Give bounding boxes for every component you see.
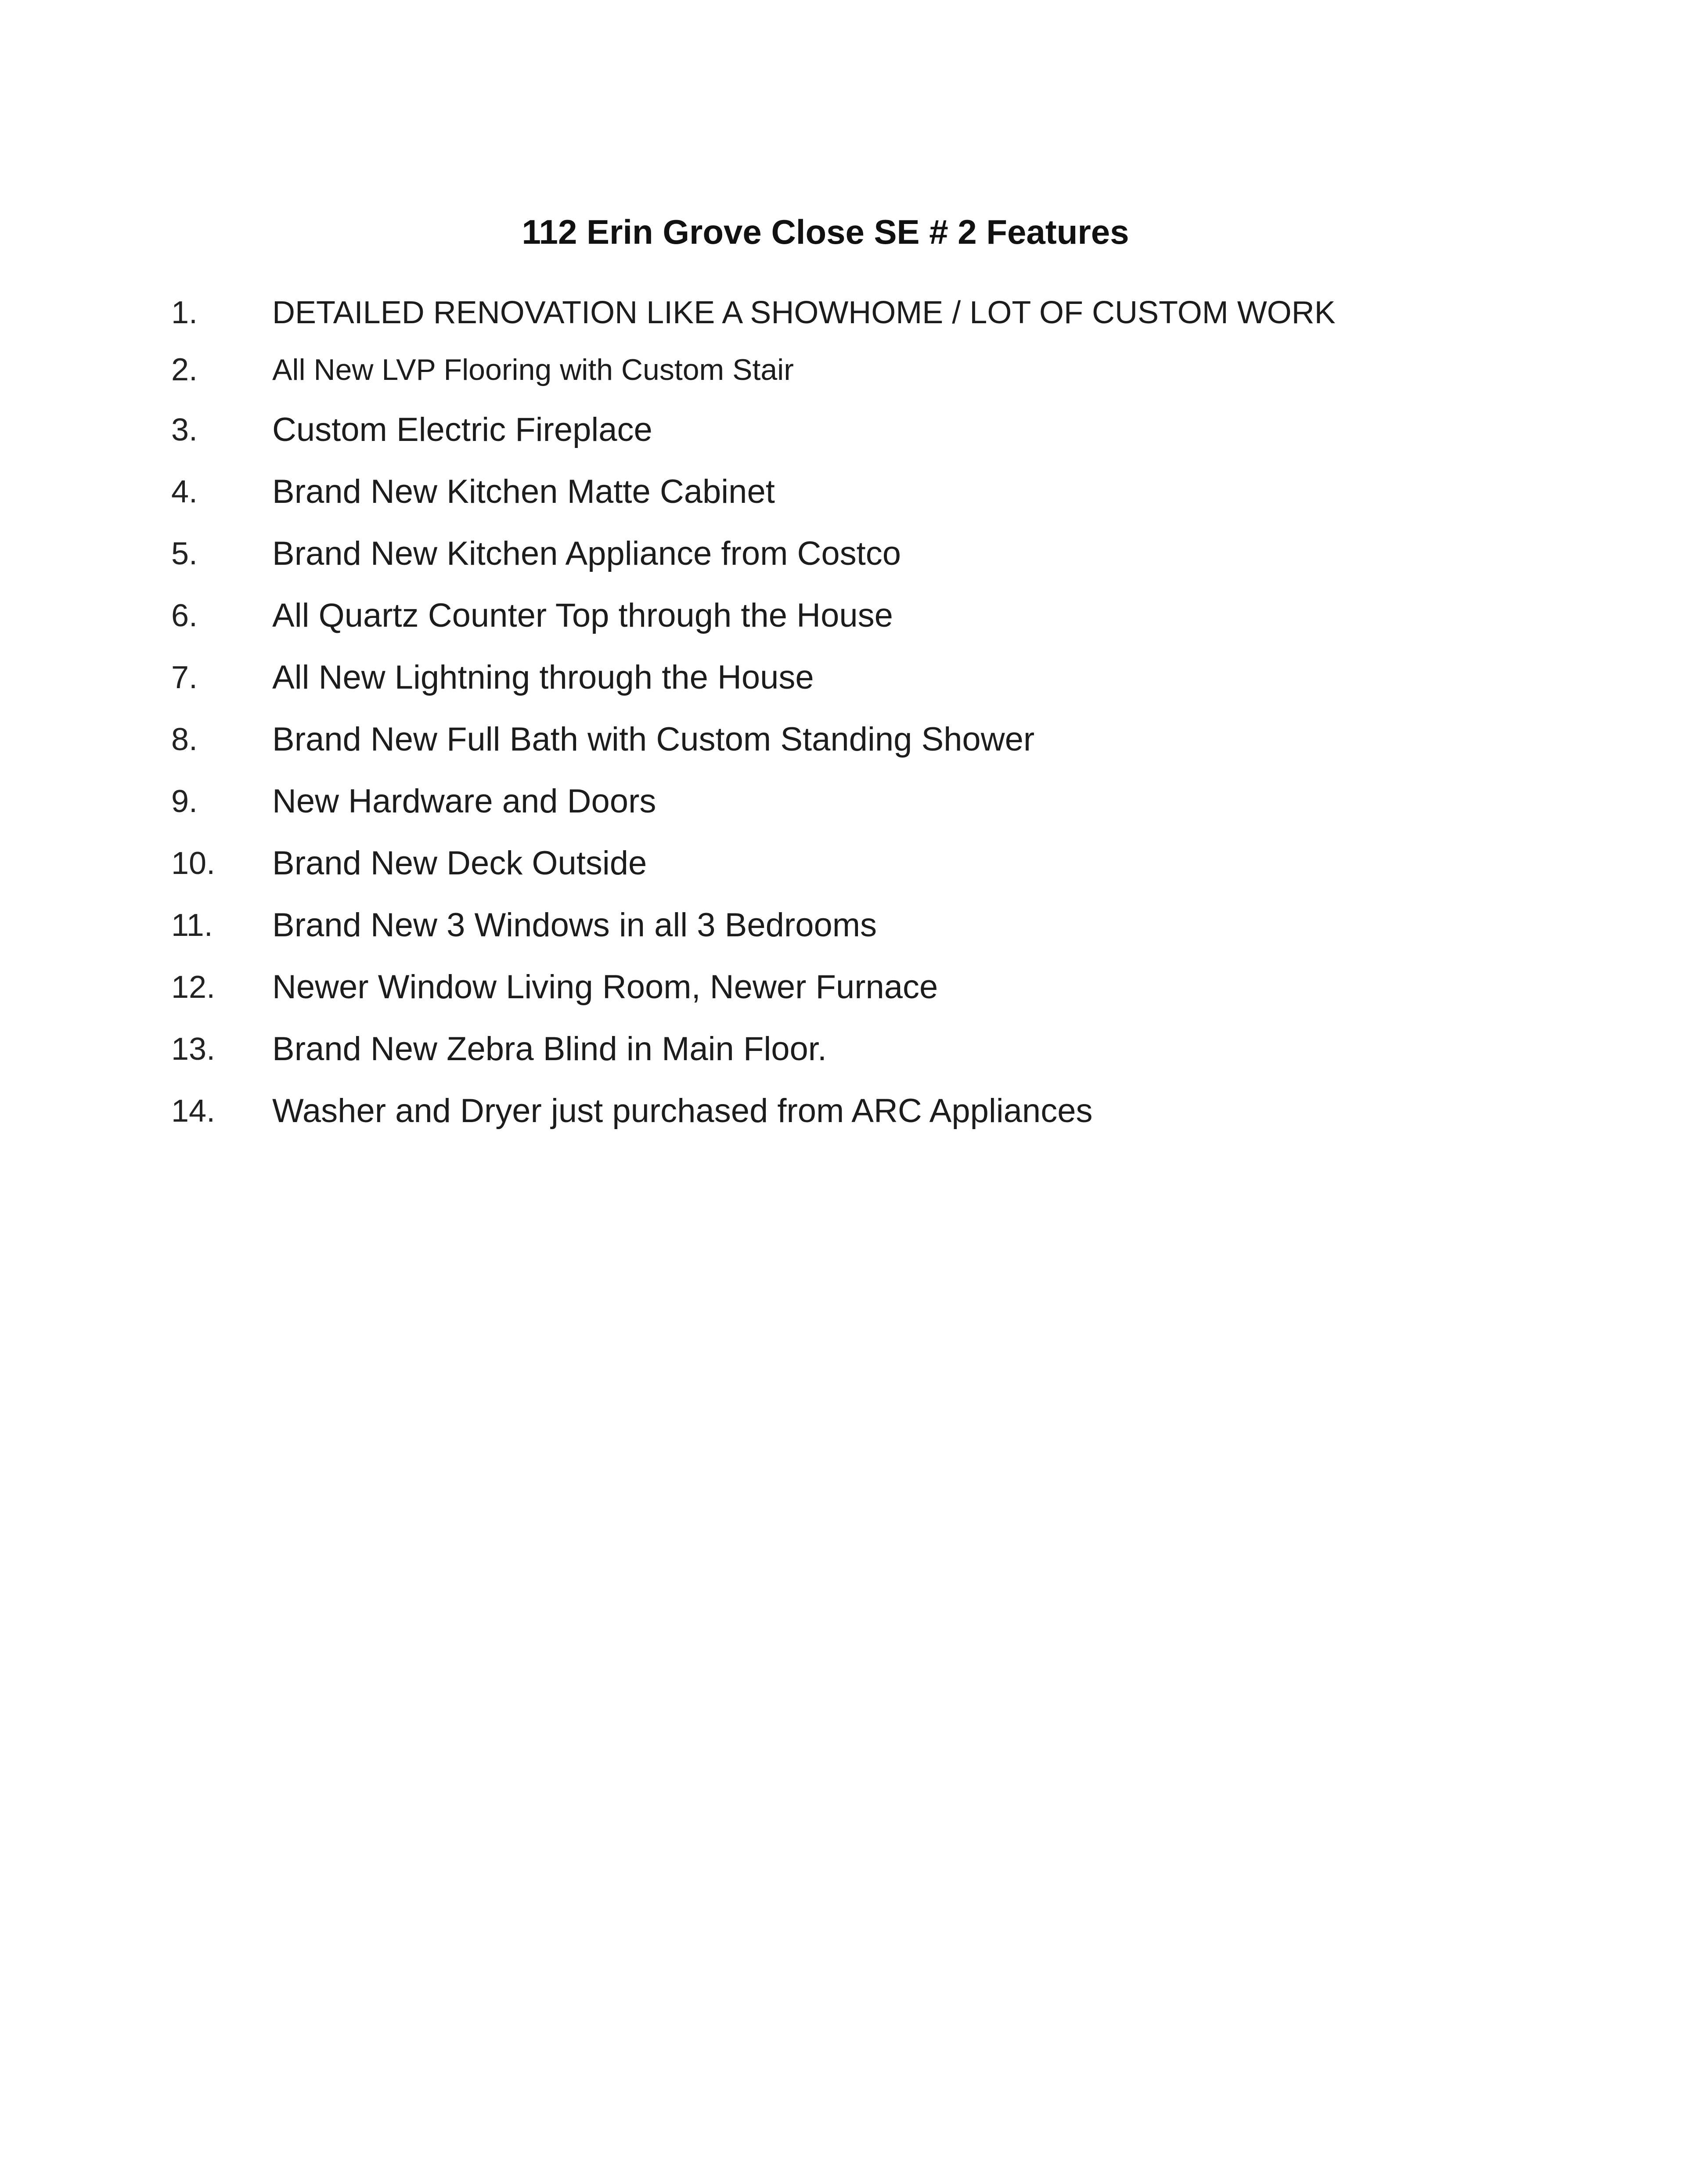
feature-text: Custom Electric Fireplace <box>272 411 652 448</box>
feature-text: Brand New Kitchen Matte Cabinet <box>272 473 775 510</box>
feature-text: Washer and Dryer just purchased from ARC Appliances <box>272 1092 1093 1130</box>
feature-text: DETAILED RENOVATION LIKE A SHOWHOME / LOT OF CUSTOM WORK <box>272 295 1336 330</box>
feature-item-14 <box>171 1080 1620 1142</box>
feature-item-1 <box>171 285 1620 341</box>
feature-number: 9. <box>171 783 198 819</box>
features-list <box>171 285 1620 1142</box>
feature-number: 10. <box>171 845 216 881</box>
feature-number: 8. <box>171 722 198 757</box>
feature-item-6 <box>171 585 1620 646</box>
feature-item-9 <box>171 770 1620 832</box>
feature-item-13 <box>171 1018 1620 1080</box>
feature-text: Brand New Zebra Blind in Main Floor. <box>272 1030 827 1068</box>
feature-text: All New Lightning through the House <box>272 658 814 696</box>
feature-text: Brand New 3 Windows in all 3 Bedrooms <box>272 906 877 944</box>
feature-text: Brand New Full Bath with Custom Standing Shower <box>272 720 1035 758</box>
feature-number: 2. <box>171 352 198 387</box>
feature-item-12 <box>171 956 1620 1018</box>
feature-number: 6. <box>171 598 198 633</box>
feature-number: 13. <box>171 1031 216 1067</box>
feature-number: 11. <box>171 907 213 943</box>
feature-number: 1. <box>171 295 198 330</box>
feature-number: 3. <box>171 412 198 448</box>
feature-number: 14. <box>171 1093 216 1129</box>
feature-number: 5. <box>171 536 198 571</box>
feature-text: All Quartz Counter Top through the House <box>272 596 893 634</box>
feature-item-2 <box>171 341 1620 399</box>
feature-item-10 <box>171 832 1620 894</box>
feature-text: Brand New Kitchen Appliance from Costco <box>272 534 901 572</box>
feature-number: 12. <box>171 969 216 1005</box>
feature-number: 4. <box>171 474 198 509</box>
feature-item-5 <box>171 523 1620 585</box>
feature-item-3 <box>171 399 1620 461</box>
document-title: 112 Erin Grove Close SE # 2 Features <box>522 213 1129 251</box>
feature-number: 7. <box>171 660 198 695</box>
feature-item-4 <box>171 461 1620 523</box>
feature-item-8 <box>171 708 1620 770</box>
feature-item-7 <box>171 646 1620 708</box>
feature-item-11 <box>171 894 1620 956</box>
feature-text: Newer Window Living Room, Newer Furnace <box>272 968 938 1006</box>
feature-text: Brand New Deck Outside <box>272 844 647 882</box>
feature-text: All New LVP Flooring with Custom Stair <box>272 353 794 386</box>
feature-text: New Hardware and Doors <box>272 782 656 820</box>
